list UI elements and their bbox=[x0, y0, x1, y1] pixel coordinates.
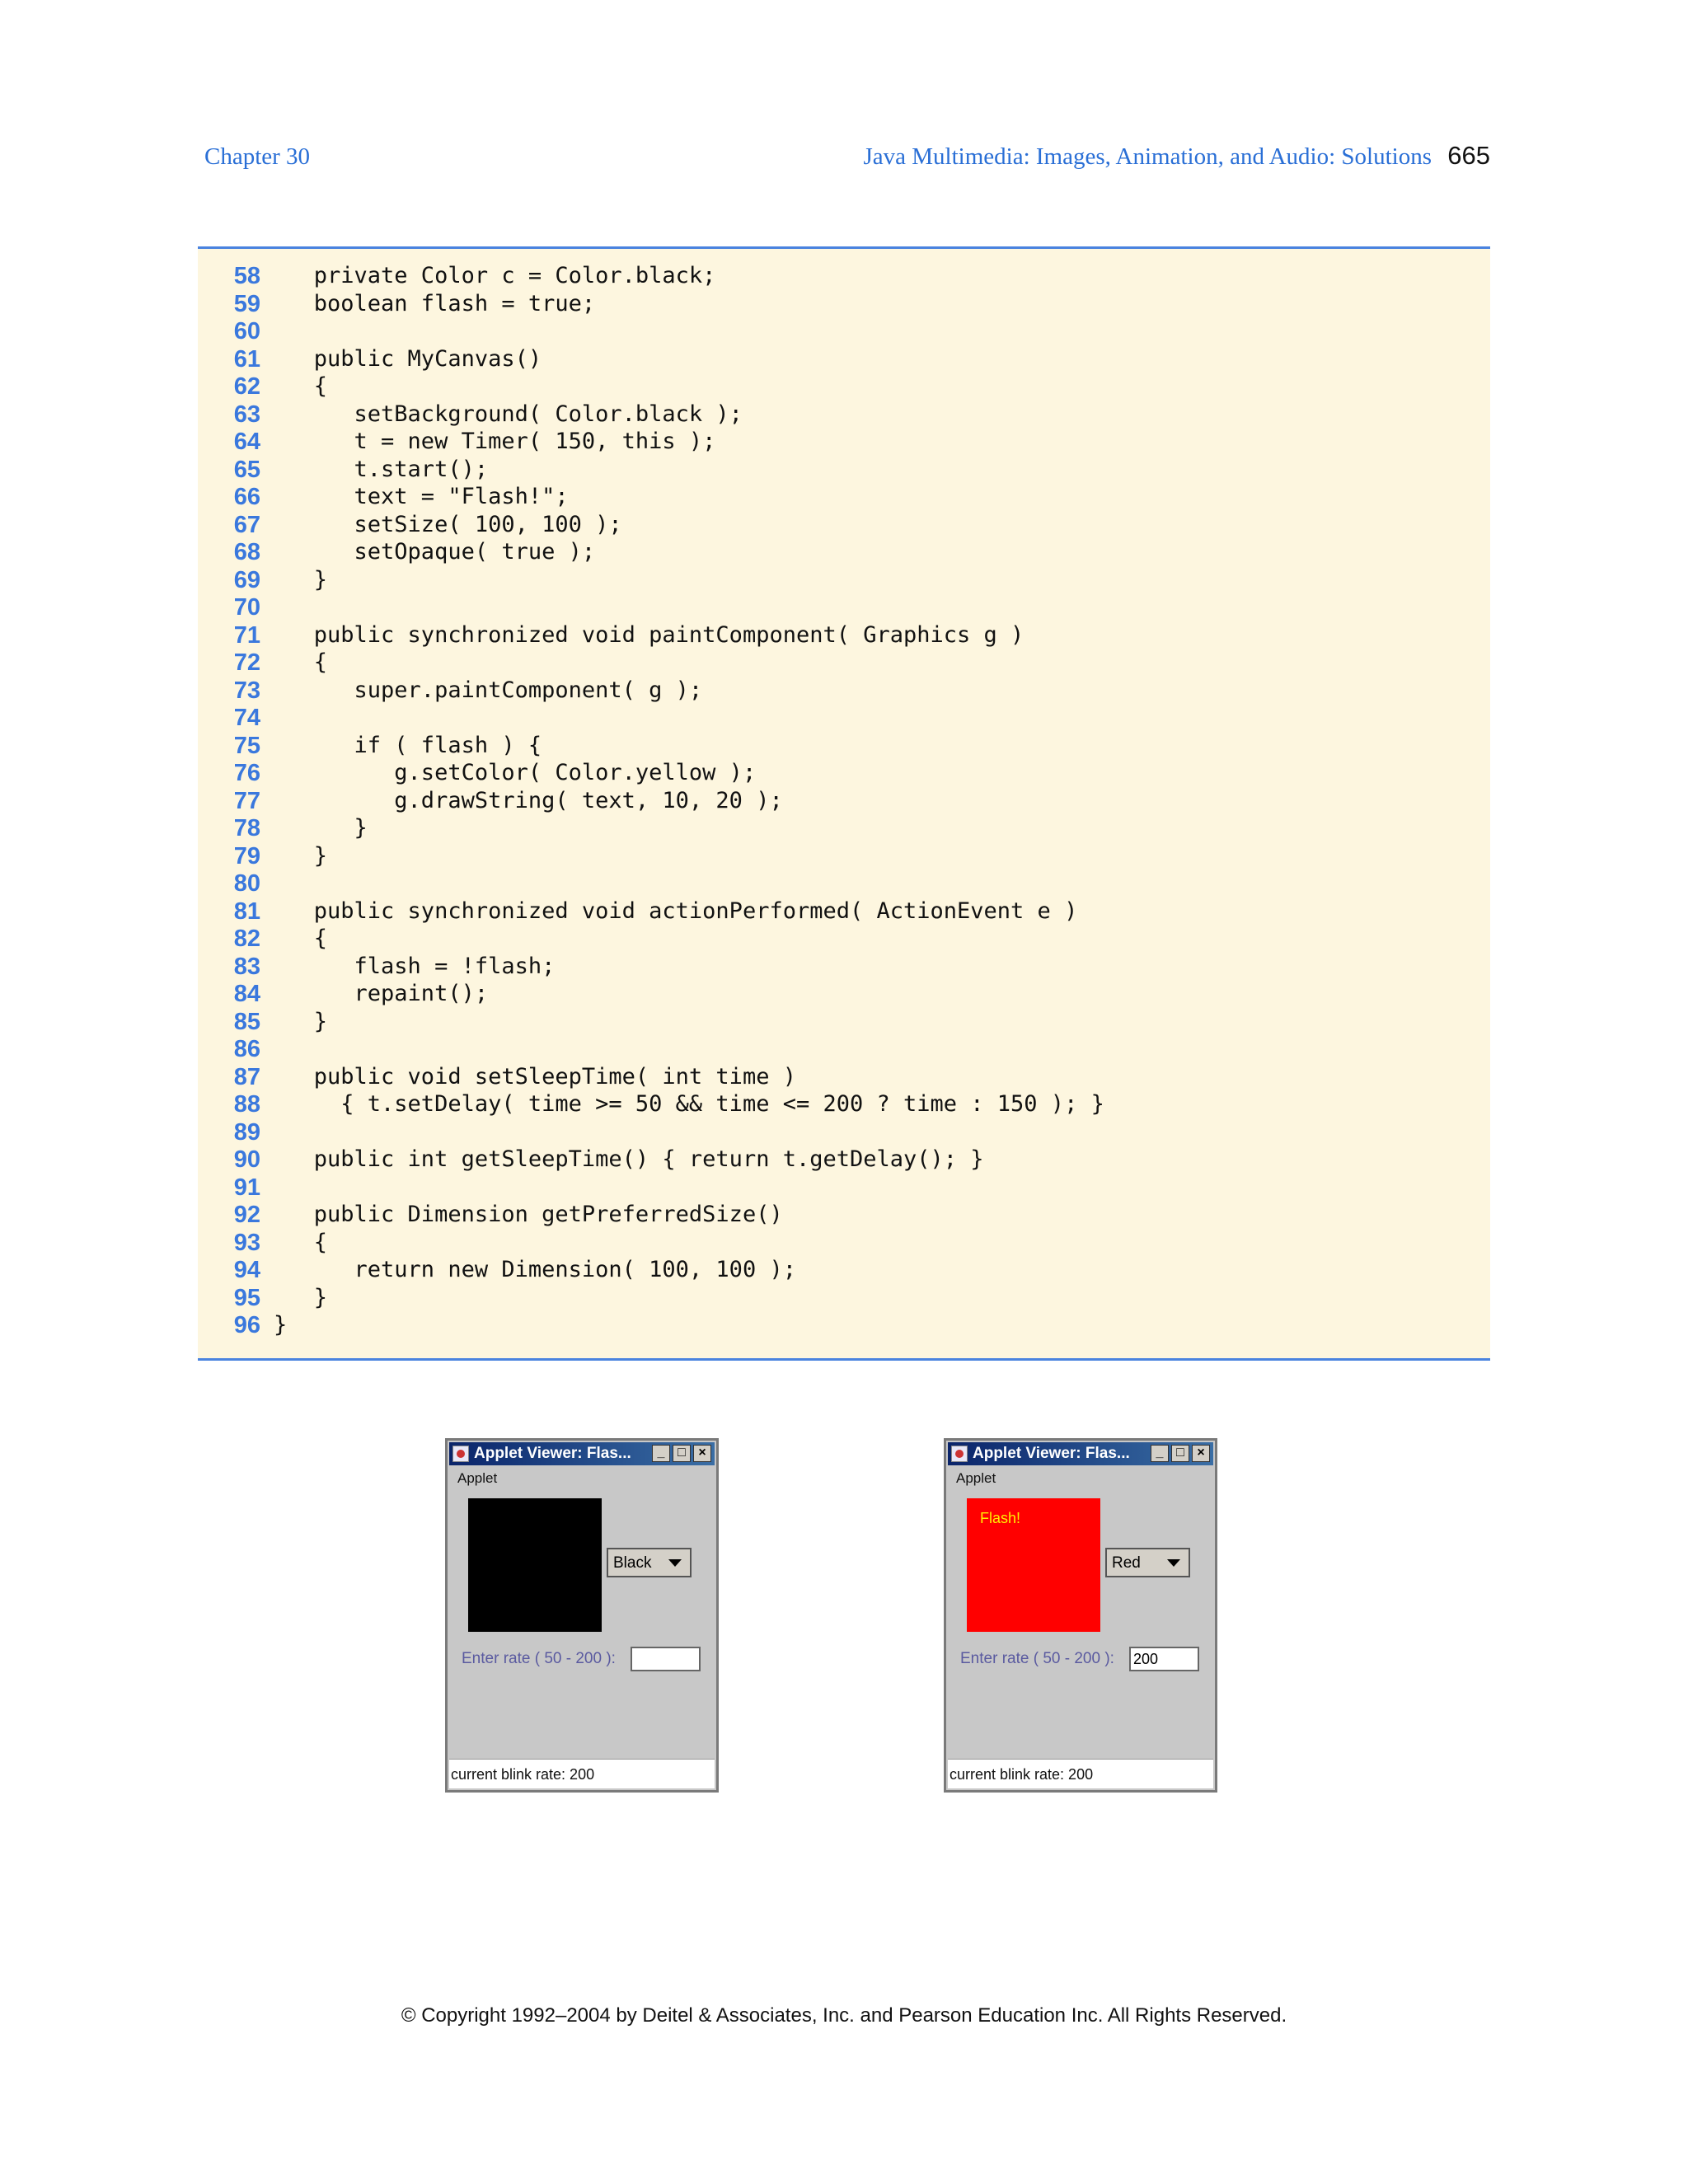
page-number: 665 bbox=[1447, 141, 1490, 170]
code-text: t.start(); bbox=[274, 456, 489, 482]
code-text: { bbox=[274, 926, 328, 951]
code-text: setSize( 100, 100 ); bbox=[274, 511, 622, 537]
copyright-footer: © Copyright 1992–2004 by Deitel & Associates, Inc. and Pearson Education Inc. All Rights Reserved. bbox=[401, 2004, 1287, 2027]
minimize-icon[interactable]: _ bbox=[652, 1445, 670, 1462]
line-number: 66 bbox=[233, 484, 260, 510]
code-text: super.paintComponent( g ); bbox=[274, 677, 703, 703]
color-select-value: Red bbox=[1112, 1554, 1141, 1572]
line-number: 93 bbox=[233, 1229, 260, 1256]
code-text: text = "Flash!"; bbox=[274, 484, 569, 509]
maximize-icon[interactable]: □ bbox=[1171, 1445, 1189, 1462]
color-select[interactable] bbox=[607, 1548, 692, 1577]
window-title: Applet Viewer: Flas... bbox=[973, 1445, 1130, 1462]
java-app-icon bbox=[452, 1446, 469, 1462]
code-text: g.setColor( Color.yellow ); bbox=[274, 760, 757, 785]
window-title: Applet Viewer: Flas... bbox=[474, 1445, 631, 1462]
code-text: public synchronized void actionPerformed( ActionEvent e ) bbox=[274, 898, 1078, 924]
applet-menu[interactable]: Applet bbox=[956, 1470, 996, 1486]
line-number: 86 bbox=[233, 1036, 260, 1062]
line-number: 95 bbox=[233, 1284, 260, 1311]
rate-label: Enter rate ( 50 - 200 ): bbox=[462, 1650, 616, 1667]
line-number: 88 bbox=[233, 1091, 260, 1118]
code-text: public int getSleepTime() { return t.getDelay(); } bbox=[274, 1146, 984, 1172]
code-text: { bbox=[274, 373, 328, 399]
code-text: public synchronized void paintComponent( Graphics g ) bbox=[274, 621, 1025, 648]
line-number: 83 bbox=[233, 953, 260, 980]
line-number: 72 bbox=[233, 649, 260, 676]
code-text: } bbox=[274, 566, 328, 593]
applet-window-red bbox=[944, 1438, 1217, 1793]
line-number: 62 bbox=[233, 373, 260, 400]
code-text: flash = !flash; bbox=[274, 953, 556, 979]
code-text: return new Dimension( 100, 100 ); bbox=[274, 1257, 796, 1282]
color-select-value: Black bbox=[613, 1554, 652, 1572]
code-text: boolean flash = true; bbox=[274, 290, 596, 316]
code-text: public MyCanvas() bbox=[274, 345, 542, 372]
applet-window-black bbox=[445, 1438, 719, 1793]
line-number: 81 bbox=[233, 898, 260, 925]
status-text: current blink rate: 200 bbox=[950, 1766, 1094, 1783]
color-select[interactable] bbox=[1105, 1548, 1190, 1577]
line-number: 64 bbox=[233, 429, 260, 455]
line-number: 89 bbox=[233, 1118, 260, 1146]
line-number: 82 bbox=[233, 926, 260, 952]
close-icon[interactable]: × bbox=[693, 1445, 711, 1462]
close-icon[interactable]: × bbox=[1192, 1445, 1210, 1462]
rate-input[interactable] bbox=[631, 1647, 701, 1671]
code-text: g.drawString( text, 10, 20 ); bbox=[274, 787, 783, 813]
code-text: private Color c = Color.black; bbox=[274, 263, 716, 288]
line-number: 69 bbox=[233, 566, 260, 593]
flash-canvas bbox=[468, 1498, 602, 1632]
chapter-label: Chapter 30 bbox=[204, 143, 311, 170]
title-bar[interactable] bbox=[449, 1442, 715, 1465]
code-text: } bbox=[274, 1008, 328, 1034]
line-number: 92 bbox=[233, 1202, 260, 1228]
line-number: 75 bbox=[233, 732, 260, 759]
code-text: repaint(); bbox=[274, 981, 489, 1006]
code-text: setBackground( Color.black ); bbox=[274, 401, 743, 427]
minimize-icon[interactable]: _ bbox=[1151, 1445, 1169, 1462]
line-number: 84 bbox=[233, 981, 260, 1007]
rate-label: Enter rate ( 50 - 200 ): bbox=[960, 1650, 1114, 1667]
line-number: 67 bbox=[233, 511, 260, 538]
code-listing bbox=[198, 246, 1490, 1361]
line-number: 71 bbox=[233, 621, 260, 649]
code-text: if ( flash ) { bbox=[274, 732, 542, 758]
line-number: 74 bbox=[233, 705, 260, 731]
maximize-icon[interactable]: □ bbox=[673, 1445, 691, 1462]
line-number: 78 bbox=[233, 815, 260, 841]
code-text: } bbox=[274, 842, 328, 869]
code-text: public Dimension getPreferredSize() bbox=[274, 1202, 783, 1227]
line-number: 58 bbox=[233, 263, 260, 289]
line-number: 60 bbox=[233, 318, 260, 344]
status-bar bbox=[948, 1759, 1213, 1788]
rate-input[interactable] bbox=[1129, 1647, 1199, 1671]
code-text: setOpaque( true ); bbox=[274, 539, 596, 565]
code-text: { t.setDelay( time >= 50 && time <= 200 ? time : 150 ); } bbox=[274, 1091, 1104, 1117]
line-number: 94 bbox=[233, 1257, 260, 1283]
code-text: public void setSleepTime( int time ) bbox=[274, 1063, 796, 1090]
chevron-down-icon bbox=[668, 1559, 682, 1567]
line-number: 61 bbox=[233, 345, 260, 373]
code-text: } bbox=[274, 1312, 288, 1338]
line-number: 63 bbox=[233, 401, 260, 428]
code-text: } bbox=[274, 1284, 328, 1310]
chapter-title: Java Multimedia: Images, Animation, and Audio: Solutions bbox=[863, 143, 1432, 170]
status-text: current blink rate: 200 bbox=[451, 1766, 595, 1783]
code-text: t = new Timer( 150, this ); bbox=[274, 429, 716, 454]
line-number: 59 bbox=[233, 290, 260, 317]
line-number: 68 bbox=[233, 539, 260, 565]
code-text: } bbox=[274, 815, 368, 841]
flash-canvas bbox=[967, 1498, 1100, 1632]
title-bar[interactable] bbox=[948, 1442, 1213, 1465]
line-number: 85 bbox=[233, 1008, 260, 1035]
line-number: 77 bbox=[233, 787, 260, 814]
line-number: 79 bbox=[233, 842, 260, 869]
code-text: { bbox=[274, 649, 328, 675]
java-app-icon bbox=[951, 1446, 968, 1462]
chevron-down-icon bbox=[1167, 1559, 1180, 1567]
line-number: 65 bbox=[233, 456, 260, 483]
line-number: 87 bbox=[233, 1063, 260, 1090]
line-number: 70 bbox=[233, 594, 260, 621]
status-bar bbox=[449, 1759, 715, 1788]
flash-text: Flash! bbox=[980, 1510, 1021, 1526]
line-number: 90 bbox=[233, 1146, 260, 1173]
line-number: 96 bbox=[233, 1312, 260, 1338]
line-number: 73 bbox=[233, 677, 260, 704]
applet-menu[interactable]: Applet bbox=[457, 1470, 498, 1486]
line-number: 91 bbox=[233, 1174, 260, 1201]
code-text: { bbox=[274, 1229, 328, 1255]
line-number: 80 bbox=[233, 870, 260, 897]
line-number: 76 bbox=[233, 760, 260, 786]
